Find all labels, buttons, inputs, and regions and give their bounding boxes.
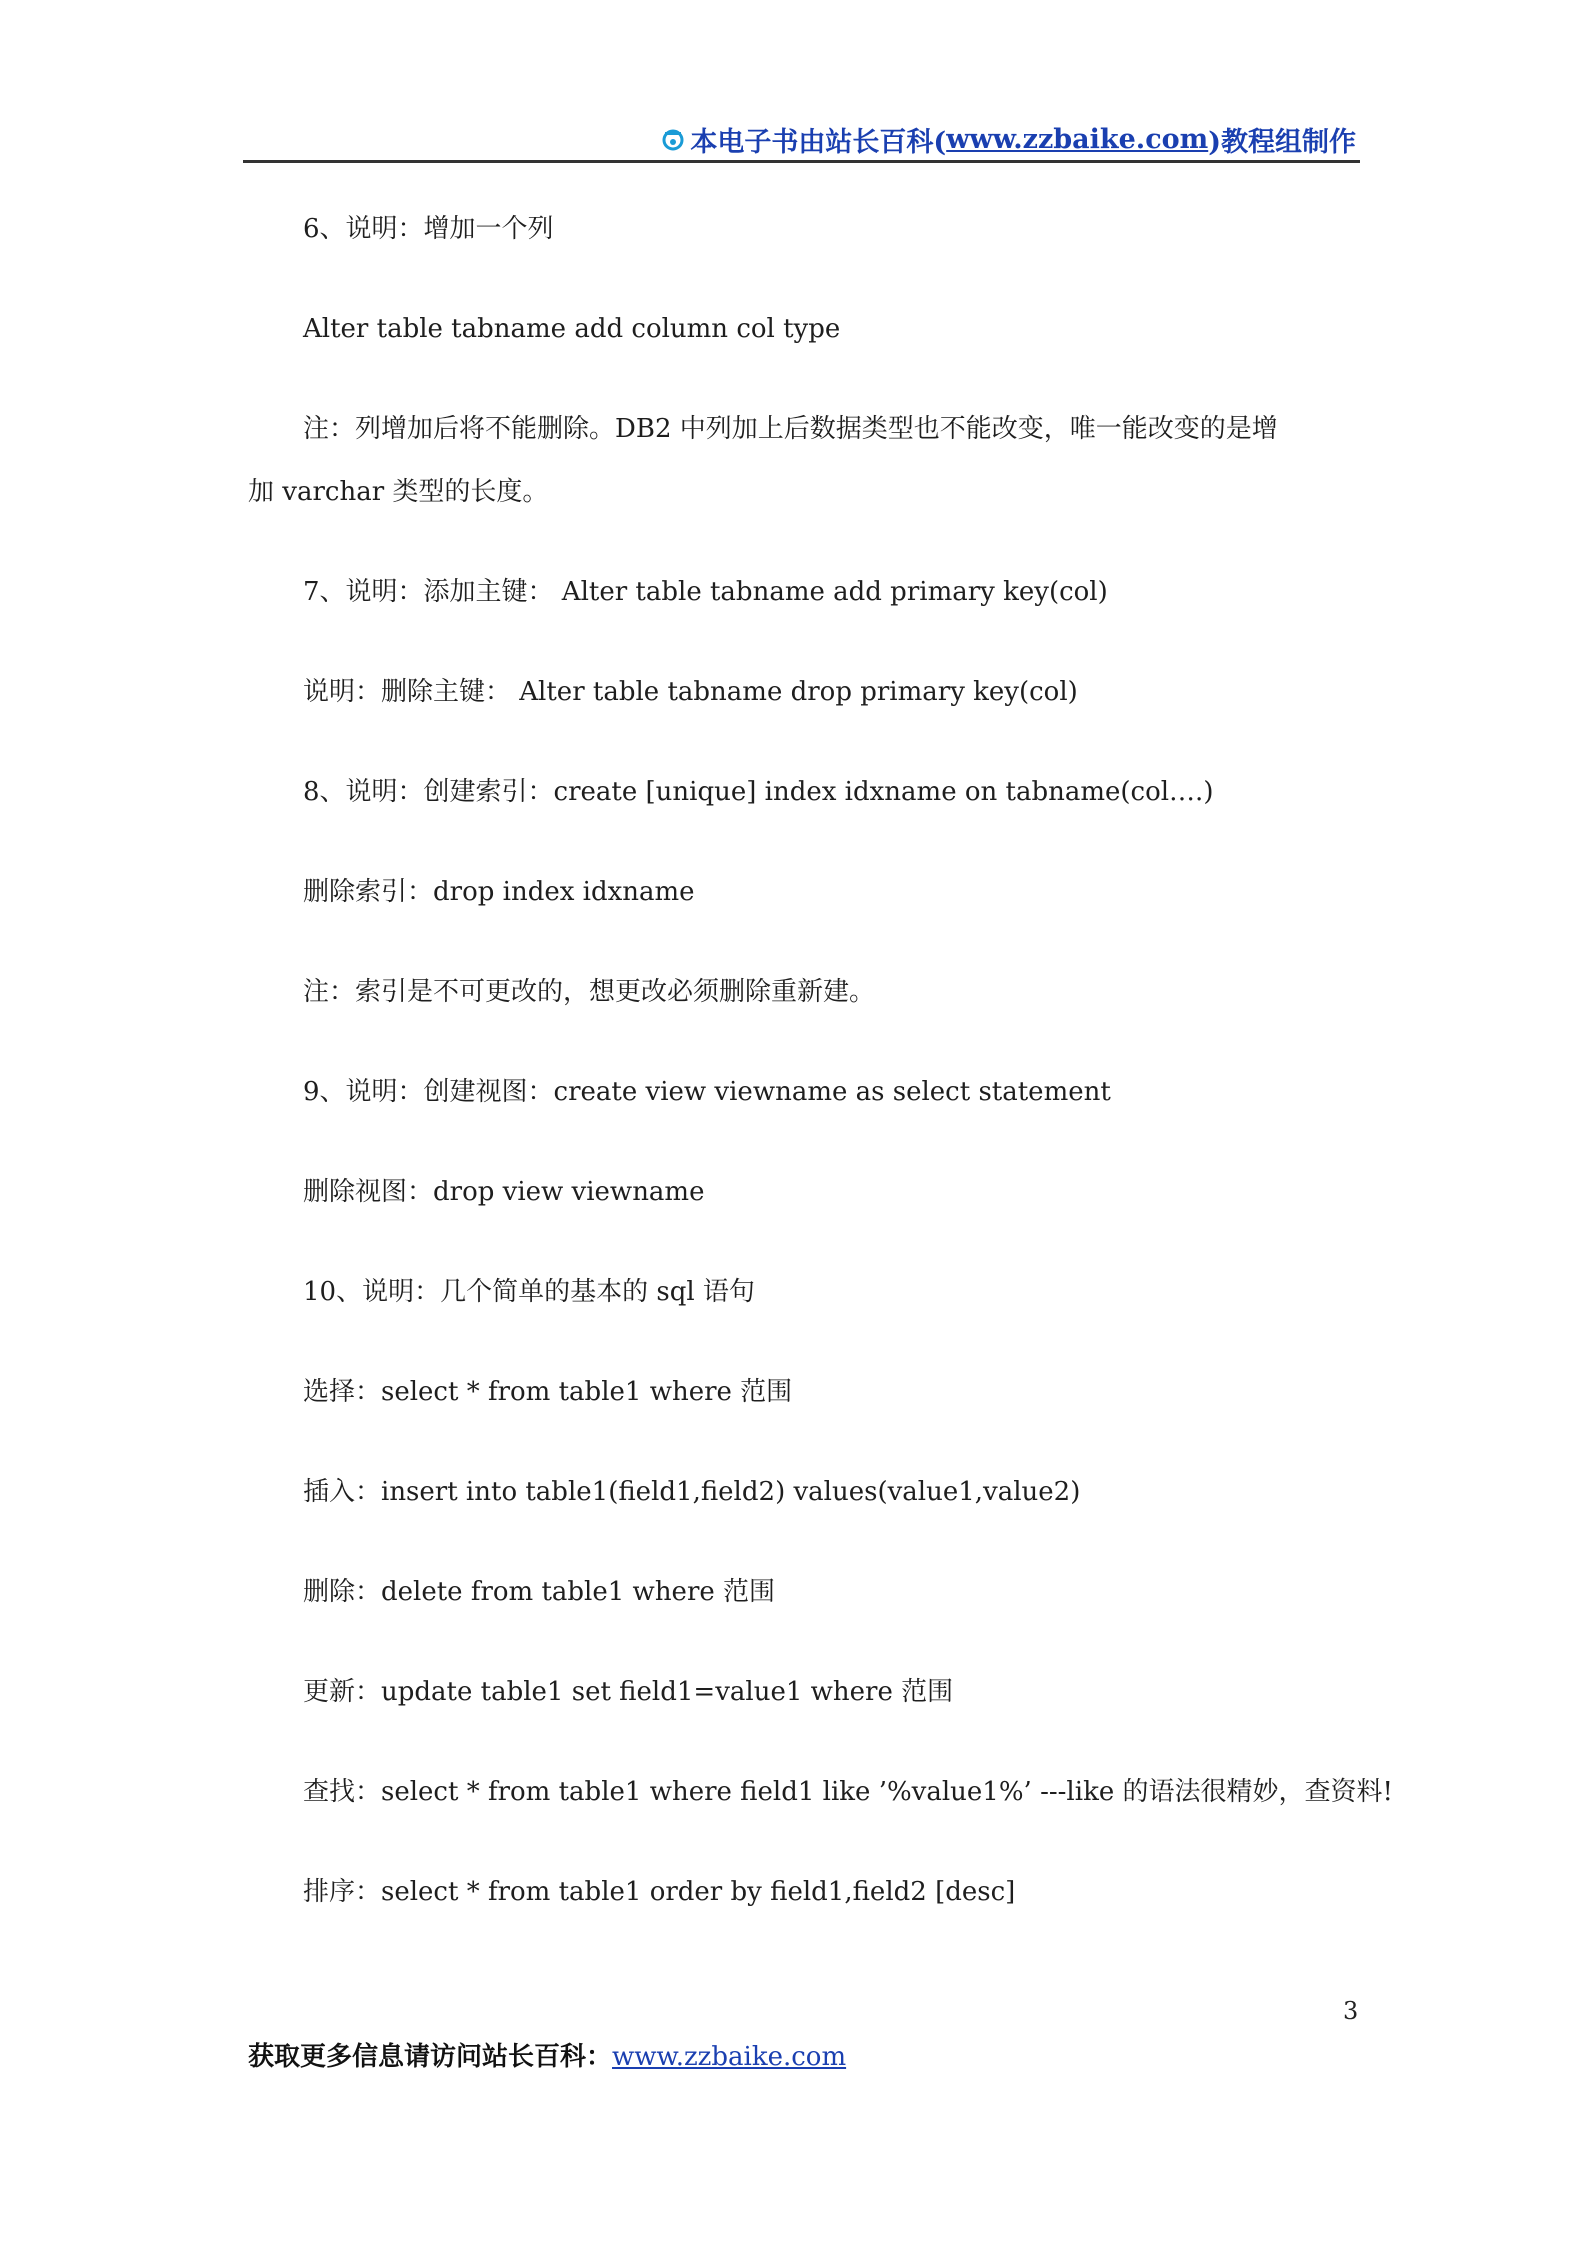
body-line: 9、说明：创建视图：create view viewname as select statement bbox=[303, 1077, 1111, 1107]
body-line: 删除：delete from table1 where 范围 bbox=[303, 1577, 776, 1607]
body-line: 10、说明：几个简单的基本的 sql 语句 bbox=[303, 1277, 755, 1307]
body-line: 7、说明：添加主键： Alter table tabname add primary key(col) bbox=[303, 577, 1108, 607]
body-line: 注：索引是不可更改的，想更改必须删除重新建。 bbox=[303, 977, 876, 1007]
body-line: 删除视图：drop view viewname bbox=[303, 1177, 705, 1207]
body-line: 更新：update table1 set field1=value1 where 范围 bbox=[303, 1677, 954, 1707]
body-line: 排序：select * from table1 order by field1,field2 [desc] bbox=[303, 1877, 1016, 1907]
footer-label: 获取更多信息请访问站长百科： bbox=[248, 2042, 613, 2072]
body-line: 注：列增加后将不能删除。DB2 中列加上后数据类型也不能改变，唯一能改变的是增 bbox=[303, 414, 1278, 444]
body-line: Alter table tabname add column col type bbox=[303, 314, 841, 344]
page-number: 3 bbox=[1343, 1997, 1359, 2025]
body-line: 删除索引：drop index idxname bbox=[303, 877, 695, 907]
page-footer bbox=[248, 2036, 846, 2073]
header-link[interactable]: www.zzbaike.com bbox=[946, 124, 1209, 155]
footer-link[interactable]: www.zzbaike.com bbox=[612, 2042, 847, 2072]
body-line: 查找：select * from table1 where field1 like ’%value1%’ ---like 的语法很精妙，查资料! bbox=[303, 1777, 1393, 1807]
header-suffix: )教程组制作 bbox=[1208, 127, 1356, 158]
body-line: 8、说明：创建索引：create [unique] index idxname on tabname(col….) bbox=[303, 777, 1214, 807]
header-title bbox=[662, 120, 1356, 159]
logo-icon bbox=[662, 129, 684, 151]
body-line: 选择：select * from table1 where 范围 bbox=[303, 1377, 793, 1407]
header-prefix: 本电子书由站长百科( bbox=[690, 127, 947, 158]
body-line: 加 varchar 类型的长度。 bbox=[248, 477, 549, 507]
body-line: 插入：insert into table1(field1,field2) values(value1,value2) bbox=[303, 1477, 1081, 1507]
body-line: 说明：删除主键： Alter table tabname drop primary key(col) bbox=[303, 677, 1078, 707]
page-header bbox=[243, 120, 1360, 163]
body-line: 6、说明：增加一个列 bbox=[303, 214, 554, 244]
